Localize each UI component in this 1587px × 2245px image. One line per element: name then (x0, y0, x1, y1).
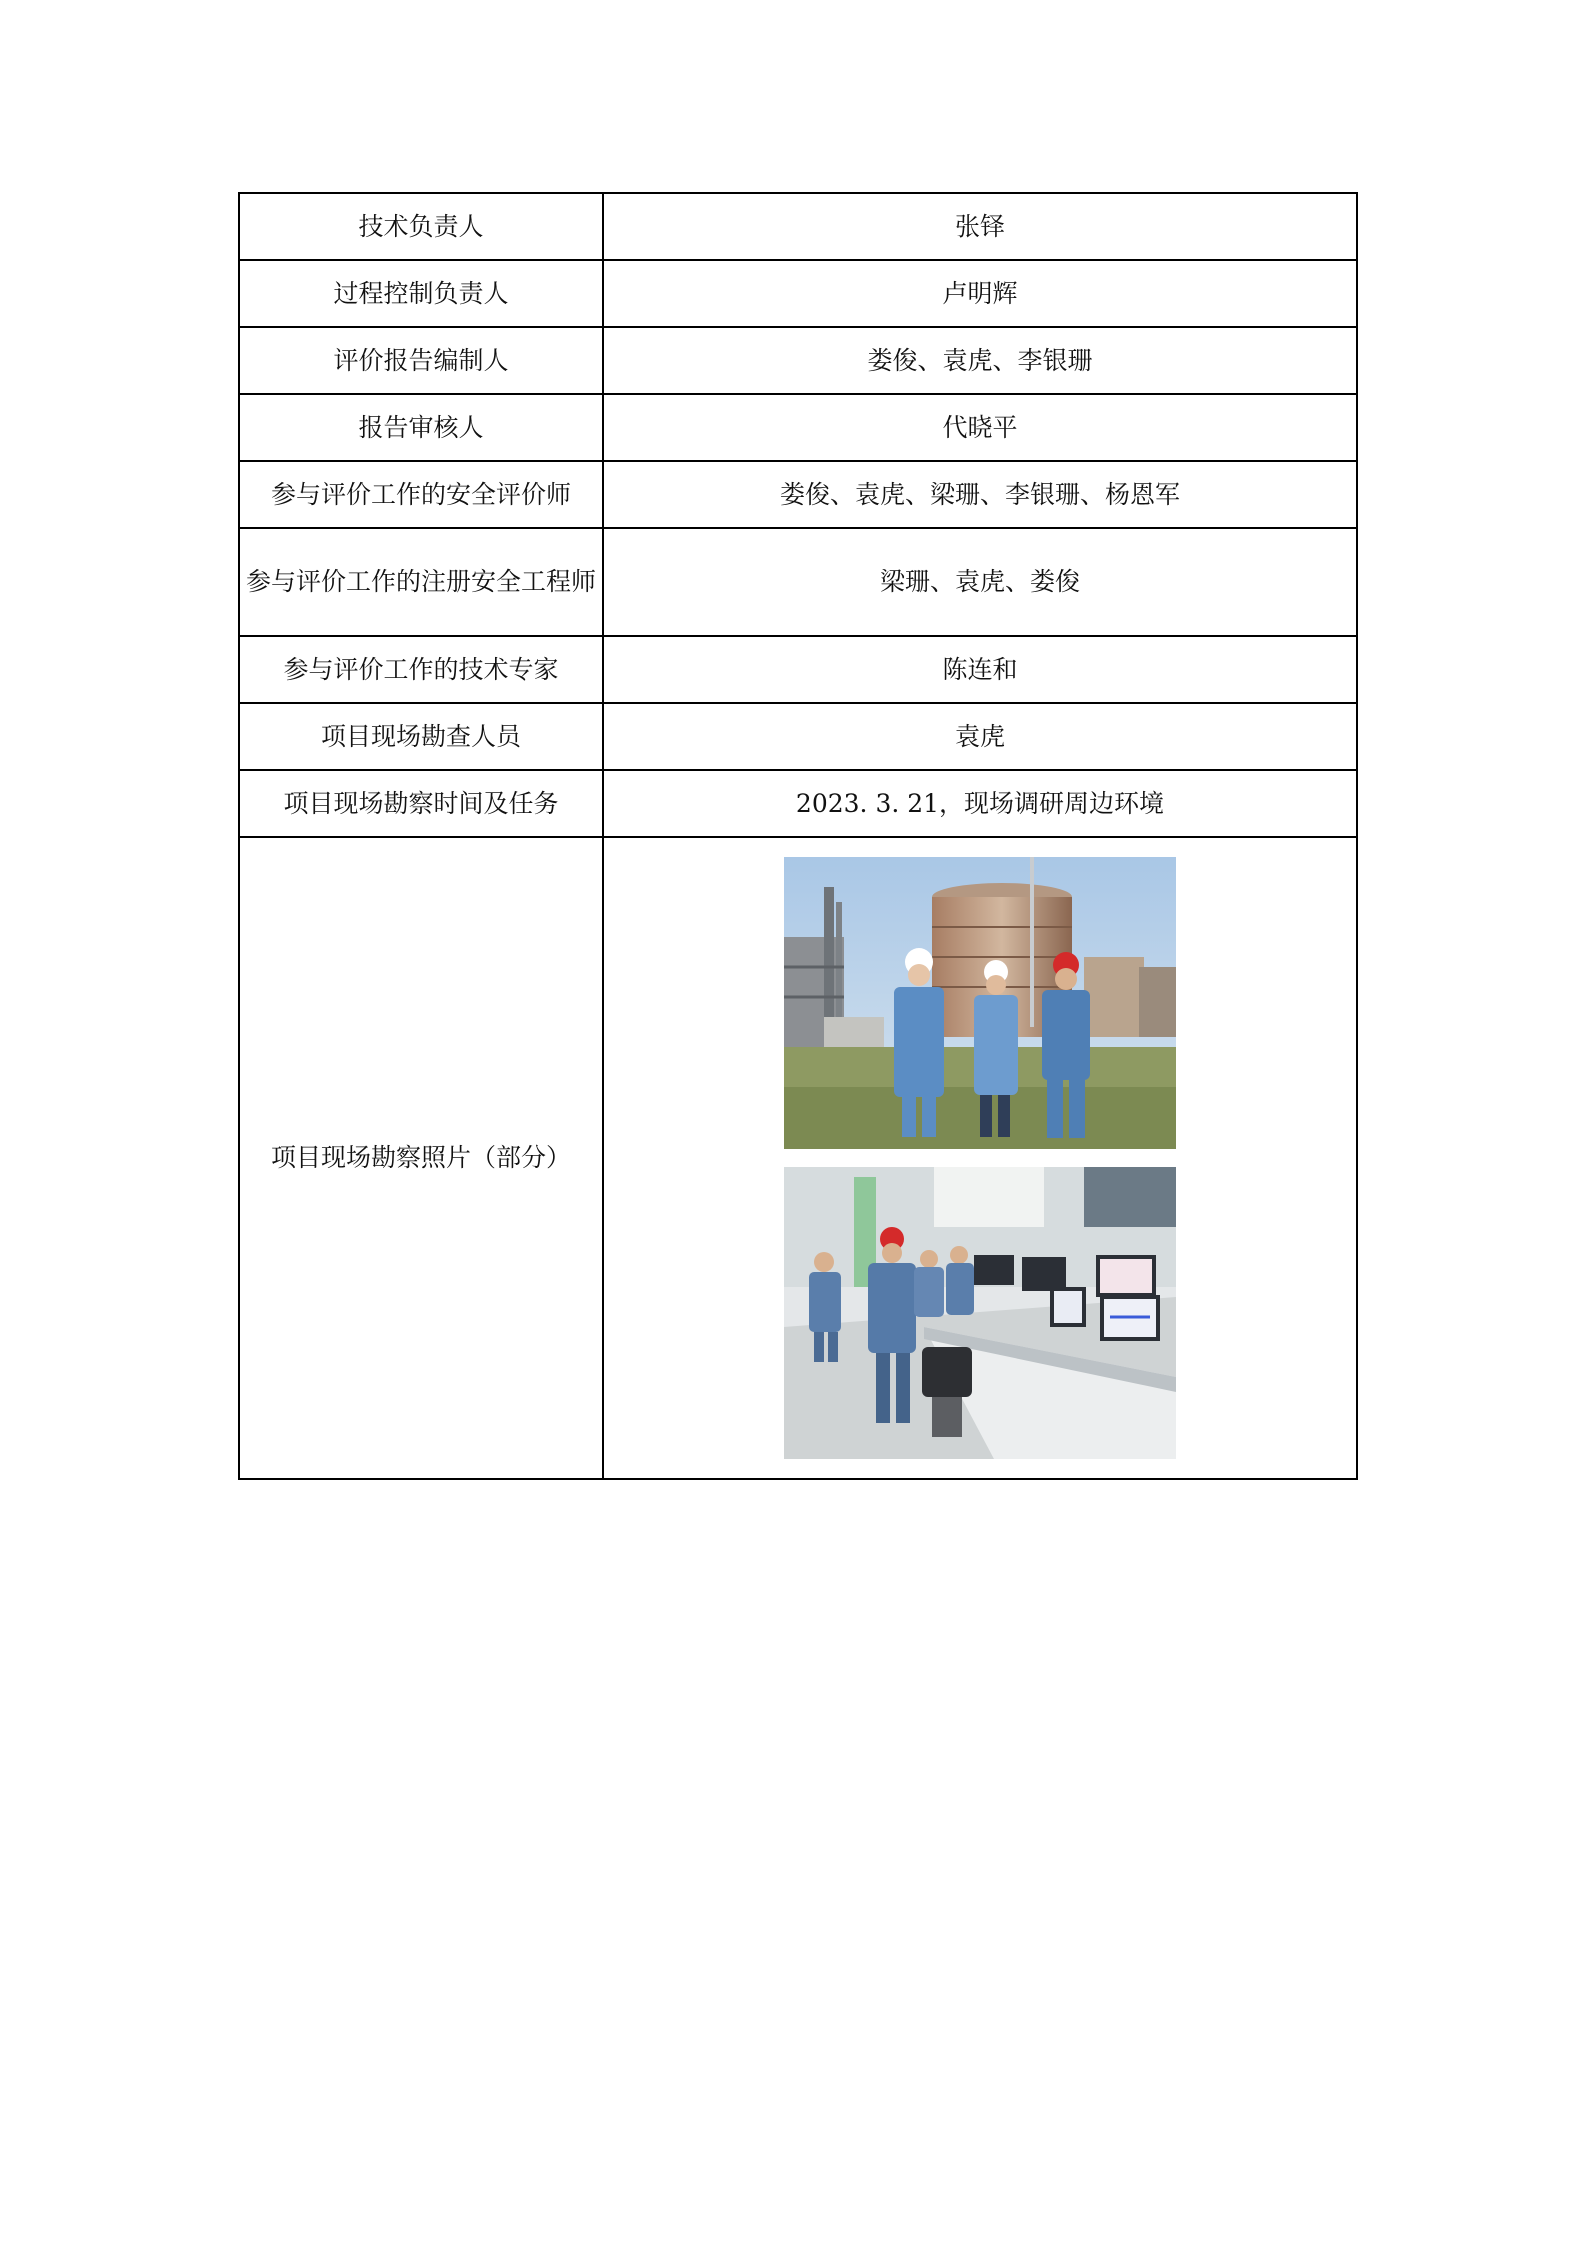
table-row (239, 260, 1357, 327)
info-table (238, 192, 1358, 1480)
row-label: 项目现场勘察时间及任务 (239, 770, 603, 837)
row-label: 报告审核人 (239, 394, 603, 461)
row-label: 参与评价工作的安全评价师 (239, 461, 603, 528)
table-row (239, 770, 1357, 837)
table-row (239, 193, 1357, 260)
row-label: 参与评价工作的注册安全工程师 (239, 528, 603, 636)
row-label: 项目现场勘察照片（部分） (239, 837, 603, 1479)
row-value: 娄俊、袁虎、李银珊 (603, 327, 1357, 394)
row-value: 袁虎 (603, 703, 1357, 770)
row-label: 项目现场勘查人员 (239, 703, 603, 770)
row-value: 陈连和 (603, 636, 1357, 703)
row-value: 2023. 3. 21，现场调研周边环境 (603, 770, 1357, 837)
row-value: 张铎 (603, 193, 1357, 260)
site-photo-control-room (784, 1167, 1176, 1459)
photo-cell (603, 837, 1357, 1479)
row-value: 梁珊、袁虎、娄俊 (603, 528, 1357, 636)
row-value: 娄俊、袁虎、梁珊、李银珊、杨恩军 (603, 461, 1357, 528)
row-value: 卢明辉 (603, 260, 1357, 327)
table-row (239, 703, 1357, 770)
table-row (239, 837, 1357, 1479)
row-label: 参与评价工作的技术专家 (239, 636, 603, 703)
row-label: 评价报告编制人 (239, 327, 603, 394)
site-photo-outdoor (784, 857, 1176, 1149)
table-row (239, 528, 1357, 636)
table-row (239, 394, 1357, 461)
table-row (239, 327, 1357, 394)
table-row (239, 636, 1357, 703)
row-label: 过程控制负责人 (239, 260, 603, 327)
table-row (239, 461, 1357, 528)
row-value: 代晓平 (603, 394, 1357, 461)
row-label: 技术负责人 (239, 193, 603, 260)
